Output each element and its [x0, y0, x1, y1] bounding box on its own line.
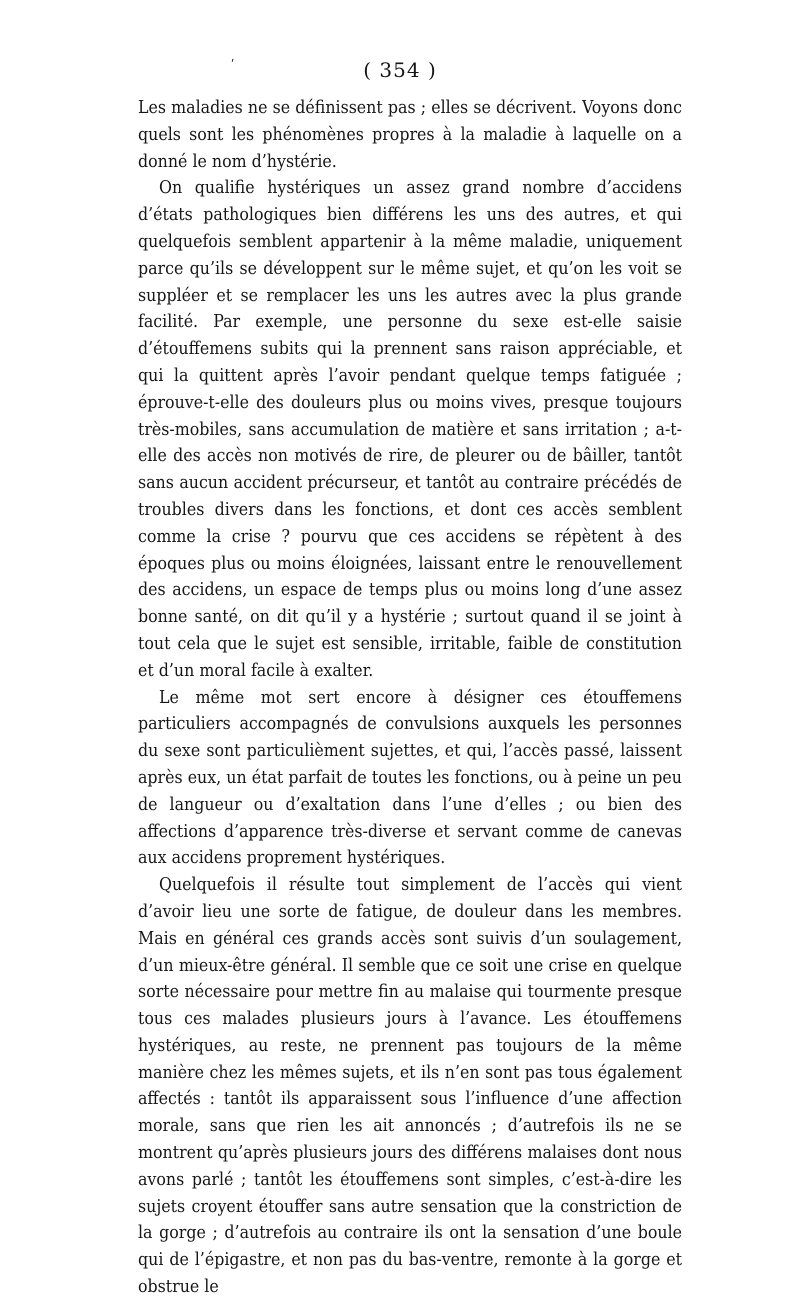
body-text — [138, 95, 682, 1301]
paragraph-3: Le même mot sert encore à désigner ces étouffemens particuliers accompagnés de convulsions auxquels les personnes du sexe sont particulièment sujettes, et qui, l’accès passé, laissent après eux, un état parfait de toutes les fonctions, ou à peine un peu de langueur ou d’exaltation dans l’une d’elles ; ou bien des affections d’apparence très-diverse et servant comme de canevas aux accidens proprement hystériques. — [138, 687, 682, 869]
paragraph-1: Les maladies ne se définissent pas ; elles se décrivent. Voyons donc quels sont les phénomènes propres à la maladie à laquelle on a donné le nom d’hystérie. — [138, 98, 682, 172]
page-number: ( 354 ) — [363, 58, 437, 82]
stray-ink-mark: ˊ — [227, 57, 242, 75]
paragraph-2: On qualifie hystériques un assez grand nombre d’accidens d’états pathologiques bien différens les uns des autres, et qui quelquefois semblent appartenir à la même maladie, uniquement parce qu’ils se développent sur le même sujet, et qu’on les voit se suppléer et se remplacer les uns les autres avec la plus grande facilité. Par exemple, une personne du sexe est-elle saisie d’étouffemens subits qui la prennent sans raison appréciable, et qui la quittent après l’avoir pendant quelque temps fatiguée ; éprouve-t-elle des douleurs plus ou moins vives, presque toujours très-mobiles, sans accumulation de matière et sans irritation ; a-t-elle des accès non motivés de rire, de pleurer ou de bâiller, tantôt sans aucun accident précurseur, et tantôt au contraire précédés de troubles divers dans les fonctions, et dont ces accès semblent comme la crise ? pourvu que ces accidens se répètent à des époques plus ou moins éloignées, laissant entre le renouvellement des accidens, un espace de temps plus ou moins long d’une assez bonne santé, on dit qu’il y a hystérie ; surtout quand il se joint à tout cela que le sujet est sensible, irritable, faible de constitution et d’un moral facile à exalter. — [138, 178, 682, 681]
paragraph-4: Quelquefois il résulte tout simplement de l’accès qui vient d’avoir lieu une sorte de fatigue, de douleur dans les membres. Mais en général ces grands accès sont suivis d’un soulagement, d’un mieux-être général. Il semble que ce soit une crise en quelque sorte nécessaire pour mettre fin au malaise qui tourmente presque tous ces malades plusieurs jours à l’avance. Les étouffemens hystériques, au reste, ne prennent pas toujours de la même manière chez les mêmes sujets, et ils n’en sont pas tous également affectés : tantôt ils apparaissent sous l’influence d’une affection morale, sans que rien les ait annoncés ; d’autrefois ils ne se montrent qu’après plusieurs jours des différens malaises dont nous avons parlé ; tantôt les étouffemens sont simples, c’est-à-dire les sujets croyent étouffer sans autre sensation que la constriction de la gorge ; d’autrefois au contraire ils ont la sensation d’une boule qui de l’épigastre, et non pas du bas-ventre, remonte à la gorge et obstrue le — [138, 875, 682, 1298]
